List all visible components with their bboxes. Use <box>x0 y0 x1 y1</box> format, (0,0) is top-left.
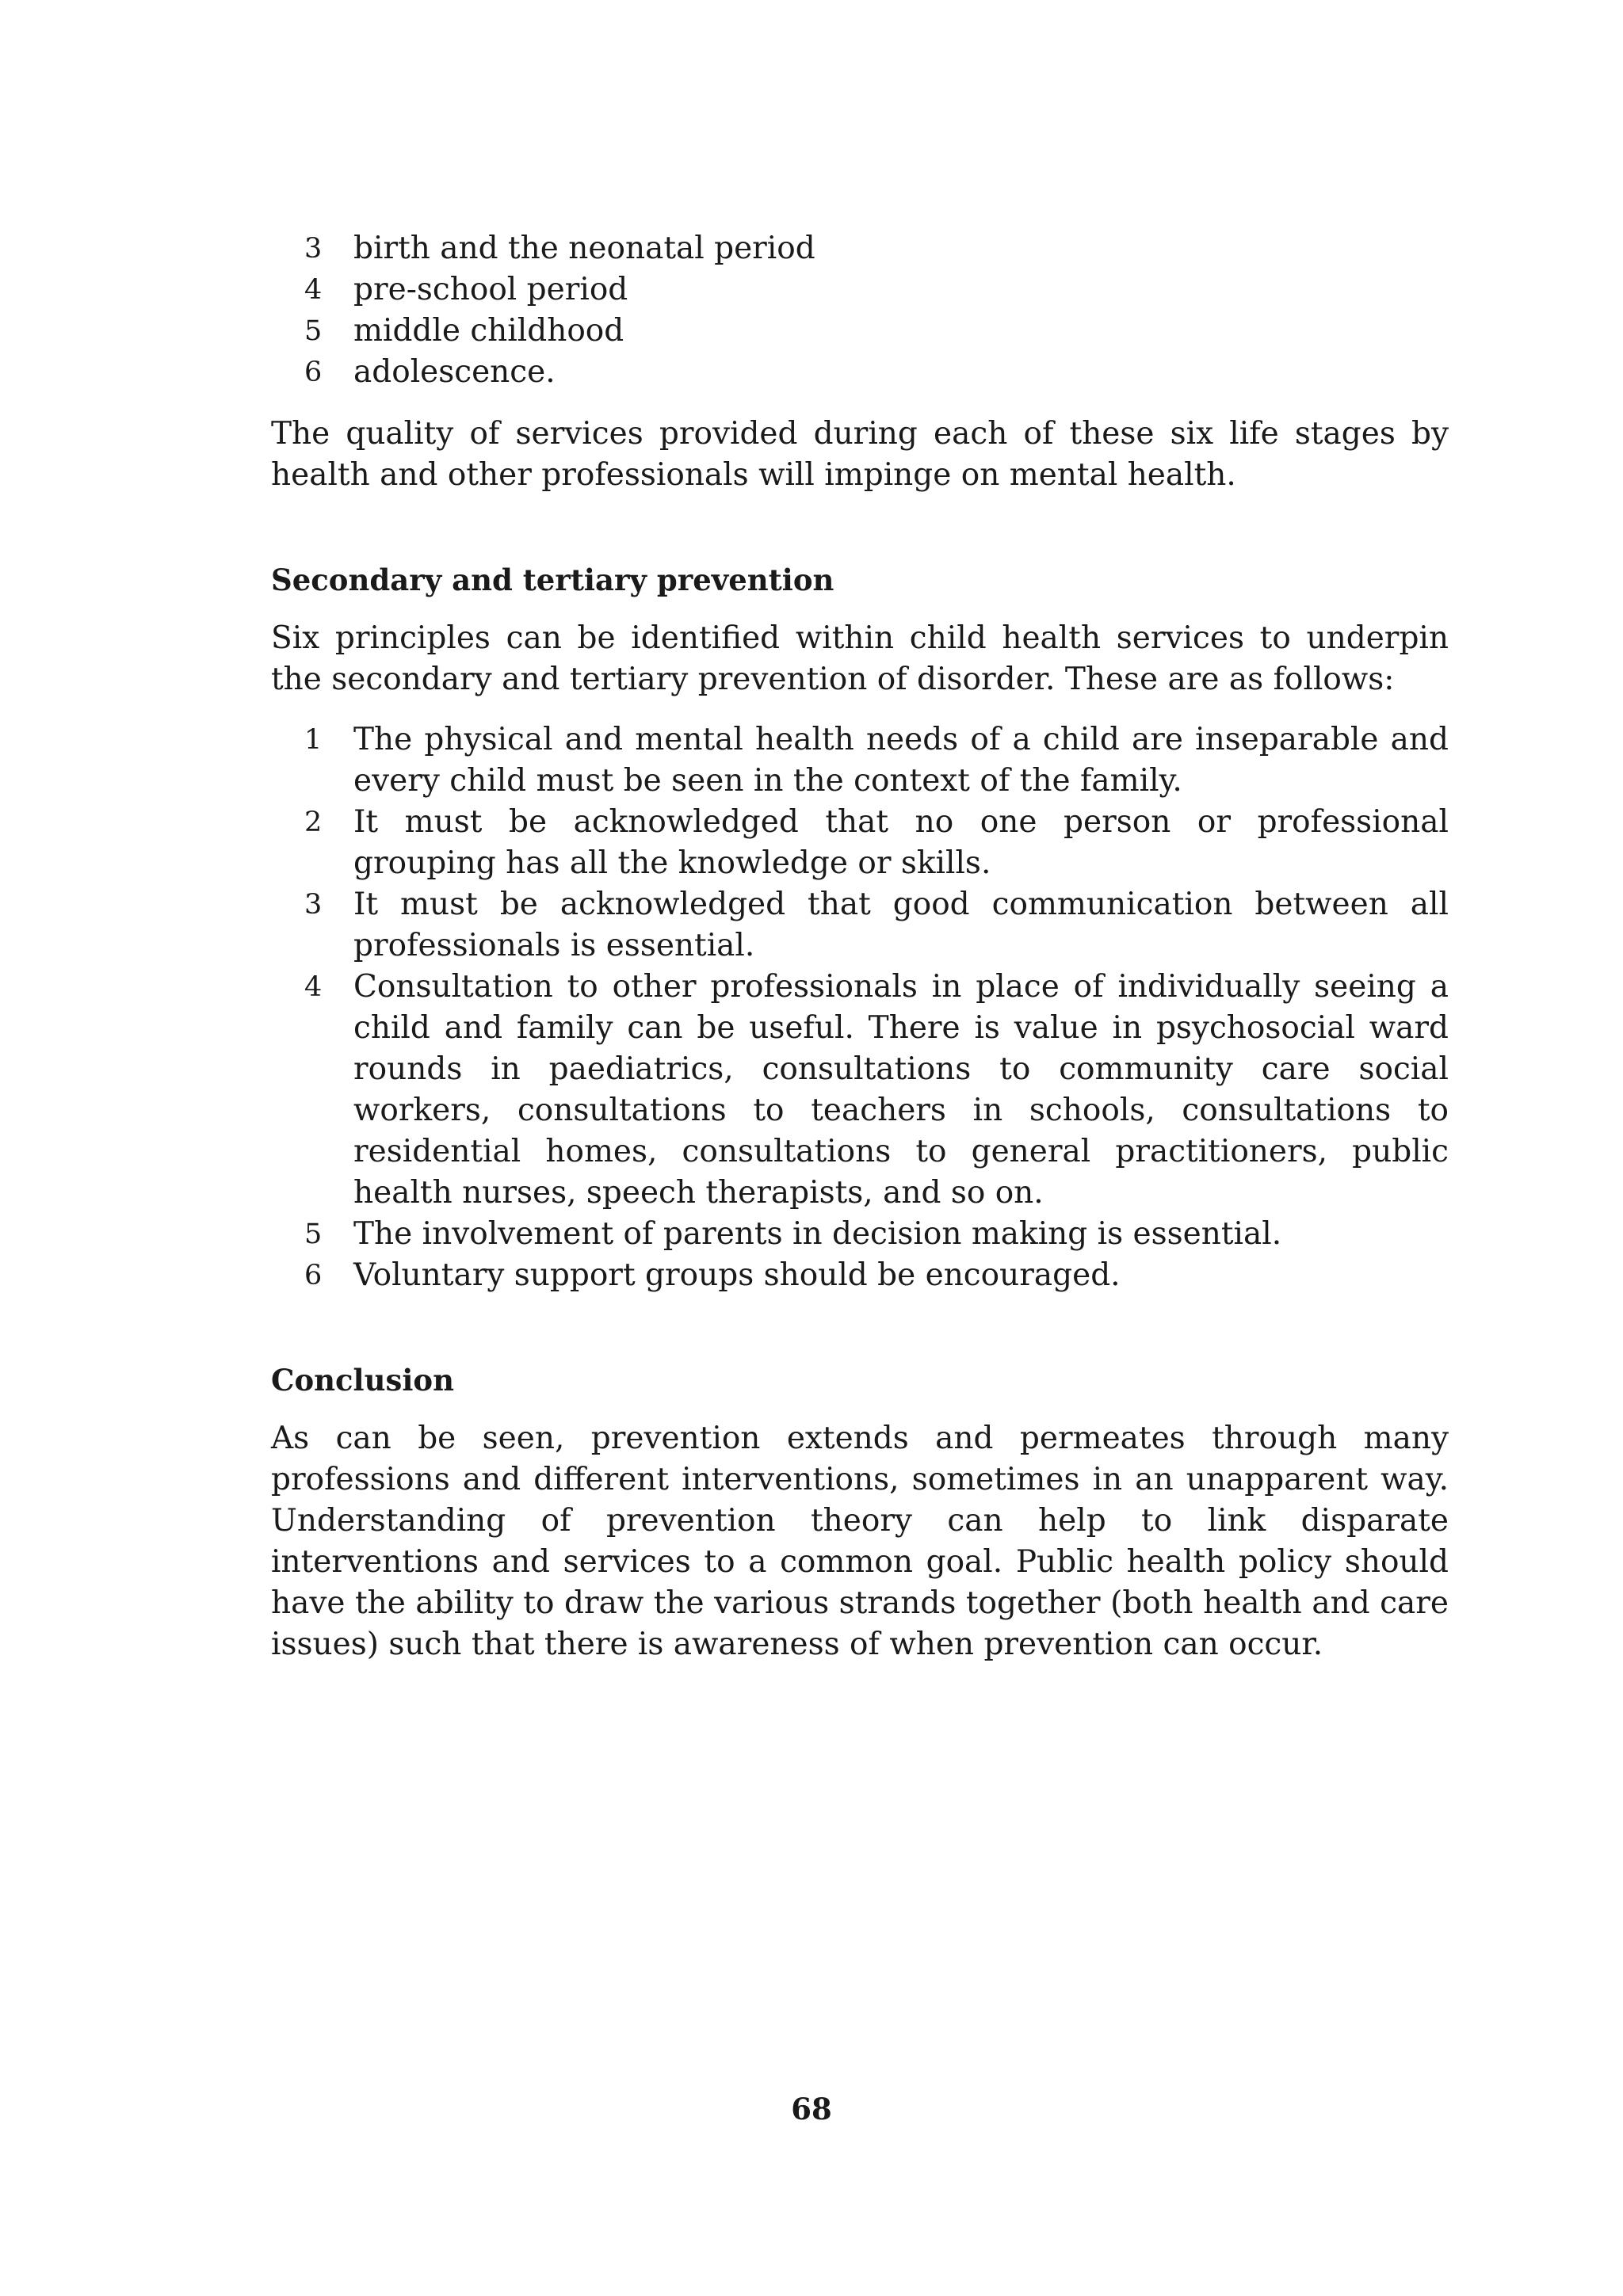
list-item-number: 4 <box>304 971 323 1003</box>
list-item-number: 5 <box>304 1219 323 1250</box>
life-stages-list <box>271 228 1449 393</box>
list-item <box>271 884 1449 967</box>
list-item-text: adolescence. <box>353 354 556 390</box>
list-item-text: It must be acknowledged that no one person or professional grouping has all the knowledge or skills. <box>353 804 1449 881</box>
paragraph-conclusion: As can be seen, prevention extends and permeates through many professions and different interventions, sometimes in an unapparent way. Understanding of prevention theory can help to link disparate interventions and services to a common goal. Public health policy should have the ability to draw the various strands together (both health and care issues) such that there is awareness of when prevention can occur. <box>271 1421 1449 1662</box>
page-content <box>271 228 1449 1665</box>
list-item-number: 1 <box>304 724 323 756</box>
list-item-text: Voluntary support groups should be encouraged. <box>353 1257 1121 1293</box>
principles-list <box>271 719 1449 1296</box>
list-item <box>271 269 1449 311</box>
list-item <box>271 802 1449 884</box>
paragraph-quality: The quality of services provided during each of these six life stages by health and other professionals will impinge on mental health. <box>271 416 1449 493</box>
list-item-text: The physical and mental health needs of a child are inseparable and every child must be seen in the context of the family. <box>353 722 1449 799</box>
list-item-number: 3 <box>304 889 323 921</box>
list-item-text: The involvement of parents in decision making is essential. <box>353 1216 1282 1252</box>
heading-secondary-tertiary: Secondary and tertiary prevention <box>271 563 834 597</box>
heading-conclusion: Conclusion <box>271 1363 454 1398</box>
list-item <box>271 352 1449 393</box>
list-item-number: 6 <box>304 1260 323 1291</box>
list-item-number: 6 <box>304 357 323 388</box>
list-item <box>271 719 1449 802</box>
list-item <box>271 311 1449 352</box>
list-item-number: 2 <box>304 807 323 838</box>
list-item-number: 3 <box>304 233 323 265</box>
list-item <box>271 1255 1449 1296</box>
list-item-text: birth and the neonatal period <box>353 231 815 266</box>
list-item <box>271 228 1449 269</box>
list-item-text: It must be acknowledged that good communication between all professionals is essential. <box>353 887 1449 963</box>
list-item-text: Consultation to other professionals in place of individually seeing a child and family can be useful. There is value in psychosocial ward rounds in paediatrics, consultations to community care social workers, consultations to teachers in schools, consultations to residential homes, consultations to general practitioners, public health nurses, speech therapists, and so on. <box>353 969 1449 1211</box>
list-item-number: 4 <box>304 274 323 306</box>
list-item-text: pre-school period <box>353 272 628 307</box>
page-number: 68 <box>791 2092 832 2126</box>
list-item-number: 5 <box>304 315 323 347</box>
list-item <box>271 1214 1449 1255</box>
paragraph-principles: Six principles can be identified within child health services to underpin the secondary and tertiary prevention of disorder. These are as follows: <box>271 620 1449 697</box>
list-item-text: middle childhood <box>353 313 624 349</box>
list-item <box>271 967 1449 1214</box>
